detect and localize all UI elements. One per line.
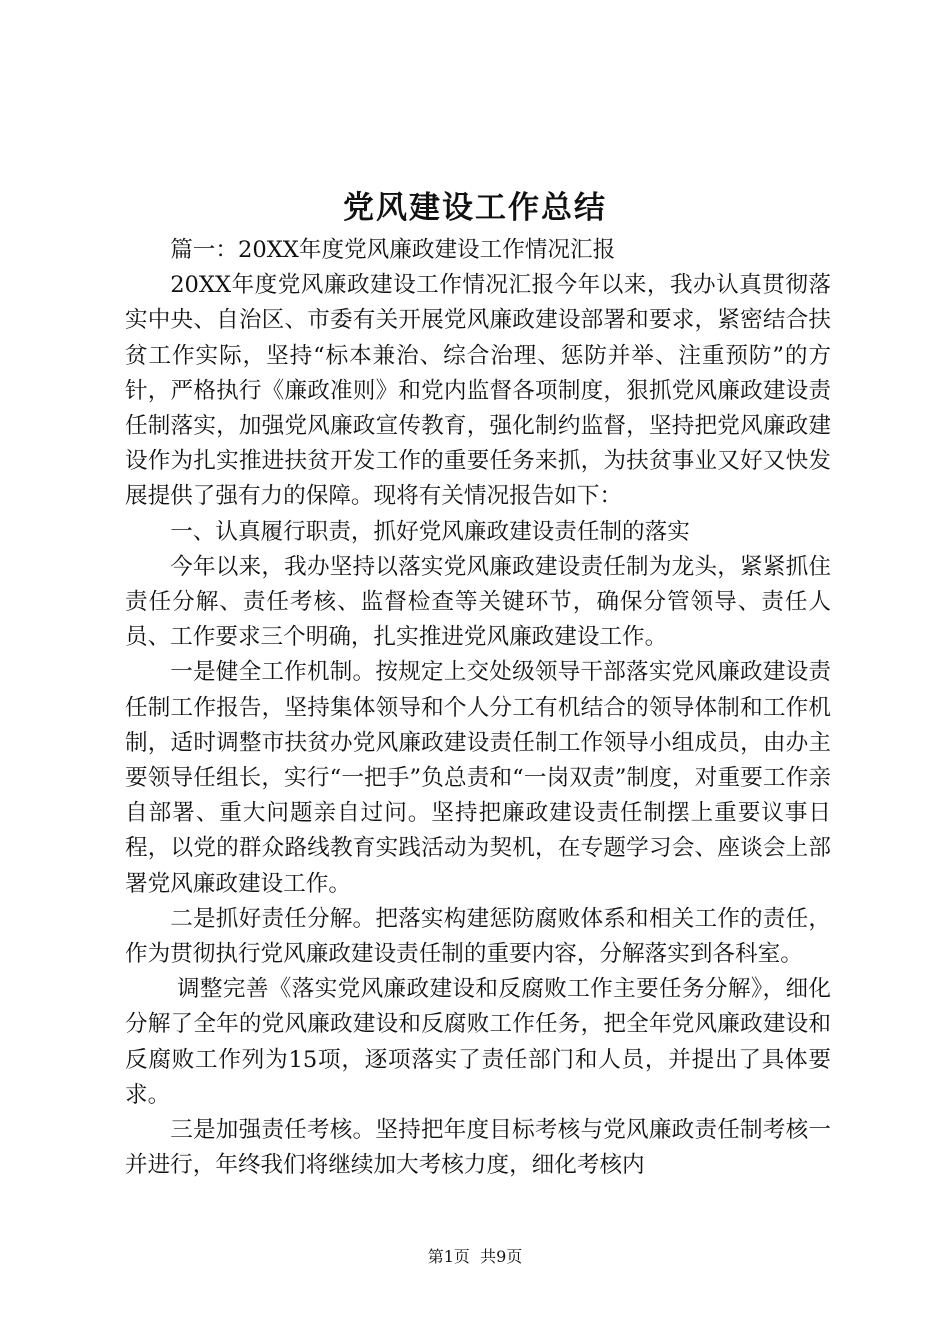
document-body <box>125 233 831 1183</box>
page-number: 第1页 <box>427 1247 470 1266</box>
document-title: 党风建设工作总结 <box>343 190 607 226</box>
body-paragraph: 20XX年度党风廉政建设工作情况汇报今年以来，我办认真贯彻落实中央、自治区、市委有关开展党风廉政建设部署和要求，紧密结合扶贫工作实际，坚持“标本兼治、综合治理、惩防并举、注重预防”的方针，严格执行《廉政准则》和党内监督各项制度，狠抓党风廉政建设责任制落实，加强党风廉政宣传教育，强化制约监督，坚持把党风廉政建设作为扎实推进扶贫开发工作的重要任务来抓，为扶贫事业又好又快发展提供了强有力的保障。现将有关情况报告如下： <box>125 272 831 510</box>
body-paragraph: 今年以来，我办坚持以落实党风廉政建设责任制为龙头，紧紧抓住责任分解、责任考核、监督检查等关键环节，确保分管领导、责任人员、工作要求三个明确，扎实推进党风廉政建设工作。 <box>125 553 831 651</box>
body-paragraph: 调整完善《落实党风廉政建设和反腐败工作主要任务分解》，细化分解了全年的党风廉政建设和反腐败工作任务，把全年党风廉政建设和反腐败工作列为15项，逐项落实了责任部门和人员，并提出了具体要求。 <box>125 976 831 1108</box>
page-total: 共9页 <box>480 1247 523 1266</box>
body-paragraph: 三是加强责任考核。坚持把年度目标考核与党风廉政责任制考核一并进行，年终我们将继续加大考核力度，细化考核内 <box>125 1117 831 1179</box>
section-heading: 篇一：20XX年度党风廉政建设工作情况汇报 <box>170 237 616 263</box>
body-paragraph: 二是抓好责任分解。把落实构建惩防腐败体系和相关工作的责任，作为贯彻执行党风廉政建设责任制的重要内容，分解落实到各科室。 <box>125 905 831 968</box>
page-footer <box>0 1247 950 1267</box>
body-paragraph: 一是健全工作机制。按规定上交处级领导干部落实党风廉政建设责任制工作报告，坚持集体领导和个人分工有机结合的领导体制和工作机制，适时调整市扶贫办党风廉政建设责任制工作领导小组成员，由办主要领导任组长，实行“一把手”负总责和“一岗双责”制度，对重要工作亲自部署、重大问题亲自过问。坚持把廉政建设责任制摆上重要议事日程，以党的群众路线教育实践活动为契机，在专题学习会、座谈会上部署党风廉政建设工作。 <box>125 659 831 897</box>
sub-heading: 一、认真履行职责，抓好党风廉政建设责任制的落实 <box>170 518 690 545</box>
